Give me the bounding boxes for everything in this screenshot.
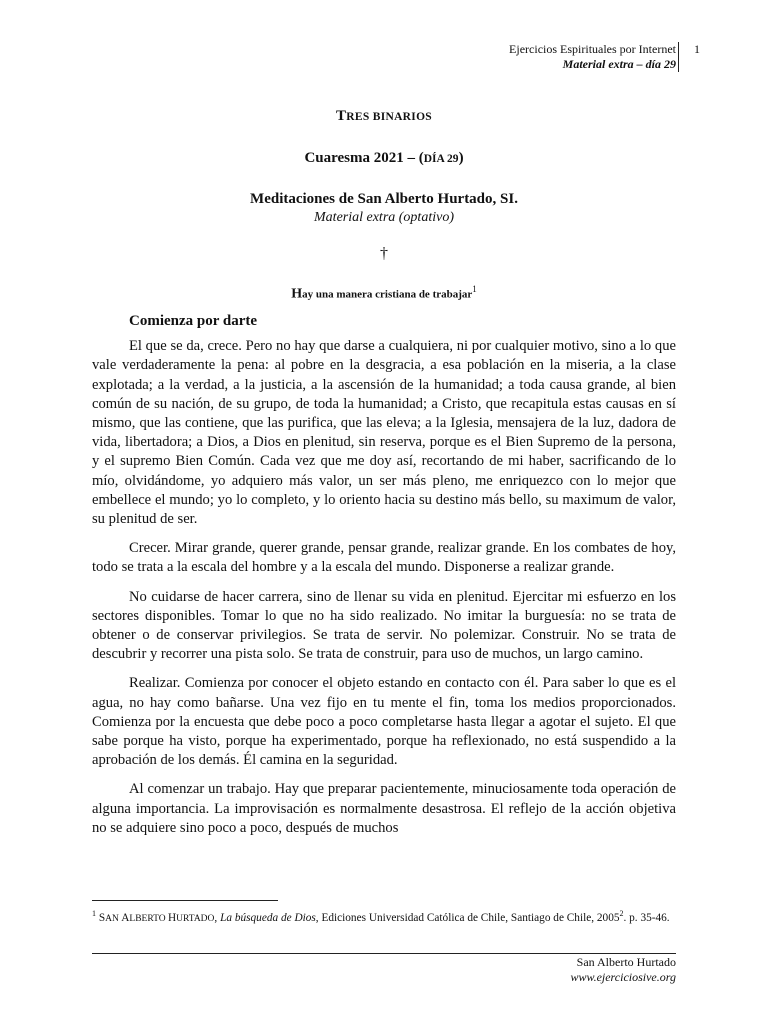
footnote-publisher: , Ediciones Universidad Católica de Chile, Santiago de Chile, 2005 (315, 911, 620, 924)
paragraph: No cuidarse de hacer carrera, sino de llenar su vida en plenitud. Ejercitar mi esfuerzo en los sectores disponibles. Tomar lo que no ha sido realizado. No imitar la burguesía: no se trata de obtener o de conservar privilegios. Se trata de servir. No polemizar. Construir. No se trata de descubrir y recorrer una pista solo. Se trata de construir, para uso de muchos, un largo camino. (92, 588, 676, 663)
footnote-number: 1 (92, 909, 96, 918)
footnote-reference[interactable]: 1 (472, 284, 477, 294)
document-title (92, 108, 676, 125)
body-text (92, 312, 676, 848)
subtitle-end: ) (458, 150, 464, 166)
paragraph: Al comenzar un trabajo. Hay que preparar pacientemente, minuciosamente toda operación de alguna importancia. La improvisación es normalmente desastrosa. El reflejo de la acción objetiva no se adquiere sino poco a poco, después de muchos (92, 781, 676, 836)
running-footer (570, 955, 676, 985)
title-rest: RES BINARIOS (346, 111, 433, 123)
paragraph: El que se da, crece. Pero no hay que darse a cualquiera, ni por cualquier motivo, sino a lo que vale verdaderamente la pena: al pobre en la desgracia, a esa población en la miseria, a la clase explotada; a la verdad, a la justicia, a la ascensión de la humanidad; a toda causa grande, al bien común de su nación, de su grupo, de toda la humanidad; a Cristo, que recapitula estas causas en sí mismo, que las contiene, que las purifica, que las eleva; a la Iglesia, mensajera de la luz, dadora de vida, libertadora; a Dios, a Dios en plenitud, sin reserva, porque es el Bien Supremo de la persona, y el supremo Bien Común. Cada vez que me doy así, recortando de mi haber, sacrificando de lo mío, olvidándome, yo adquiero más valor, un ser más pleno, me enriquezco con lo mejor que embellece el mundo; yo lo completo, y lo oriento hacia su destino más bello, su maximum de valor, su plenitud de ser. (92, 338, 676, 528)
header-subtitle: Material extra – día 29 (562, 57, 676, 71)
subtitle-day: DÍA 29 (423, 153, 459, 165)
header-divider (678, 42, 679, 72)
cross-symbol: † (380, 245, 388, 262)
document-subtitle (92, 150, 676, 167)
section-rest: ay una manera cristiana de trabajar (302, 288, 473, 301)
paragraph: Realizar. Comienza por conocer el objeto estando en contacto con él. Para saber lo que es el agua, no hay como bañarse. Una vez fijo en tu mente el fin, toma los medios proporcionados. Comienza por la encuesta que debe poco a poco completarse hasta llegar a agotar el sujeto. El que sabe porque ha visto, porque ha experimentado, porque ha reflexionado, no está suspendido a la aprobación de los demás. Él camina en la seguridad. (92, 675, 676, 769)
body-heading: Comienza por darte (129, 313, 258, 329)
section-initial: H (291, 286, 303, 302)
running-header (509, 42, 676, 72)
footnote-edition: 2 (619, 909, 624, 918)
section-title (92, 284, 676, 303)
footnote-book-title: La búsqueda de Dios (220, 911, 316, 924)
footnote-author: SAN ALBERTO HURTADO (98, 911, 215, 924)
footnote-pages: . p. 35-46. (623, 911, 670, 924)
material-note: Material extra (optativo) (314, 210, 454, 225)
paragraph: Crecer. Mirar grande, querer grande, pensar grande, realizar grande. En los combates de hoy, todo se trata a la escala del hombre y a la escala del mundo. Disponerse a realizar grande. (92, 540, 676, 576)
footnote-divider (92, 900, 278, 901)
subtitle-main: Cuaresma 2021 – ( (304, 150, 424, 166)
footer-divider (92, 953, 676, 954)
header-series-title: Ejercicios Espirituales por Internet (509, 42, 676, 56)
footnote: $^1$ SAN ALBERTO HURTADO, La búsqueda de Dios, Ediciones Universidad Católica de Chile, Santiago de Chile, 2005$^2$. p. 35-46. (92, 909, 670, 924)
page-number: 1 (694, 42, 700, 56)
footer-url-link[interactable]: www.ejerciciosive.org (570, 970, 676, 984)
meditations-heading: Meditaciones de San Alberto Hurtado, SI. (250, 191, 518, 207)
title-initial: T (335, 108, 347, 124)
footer-author: San Alberto Hurtado (576, 955, 676, 969)
